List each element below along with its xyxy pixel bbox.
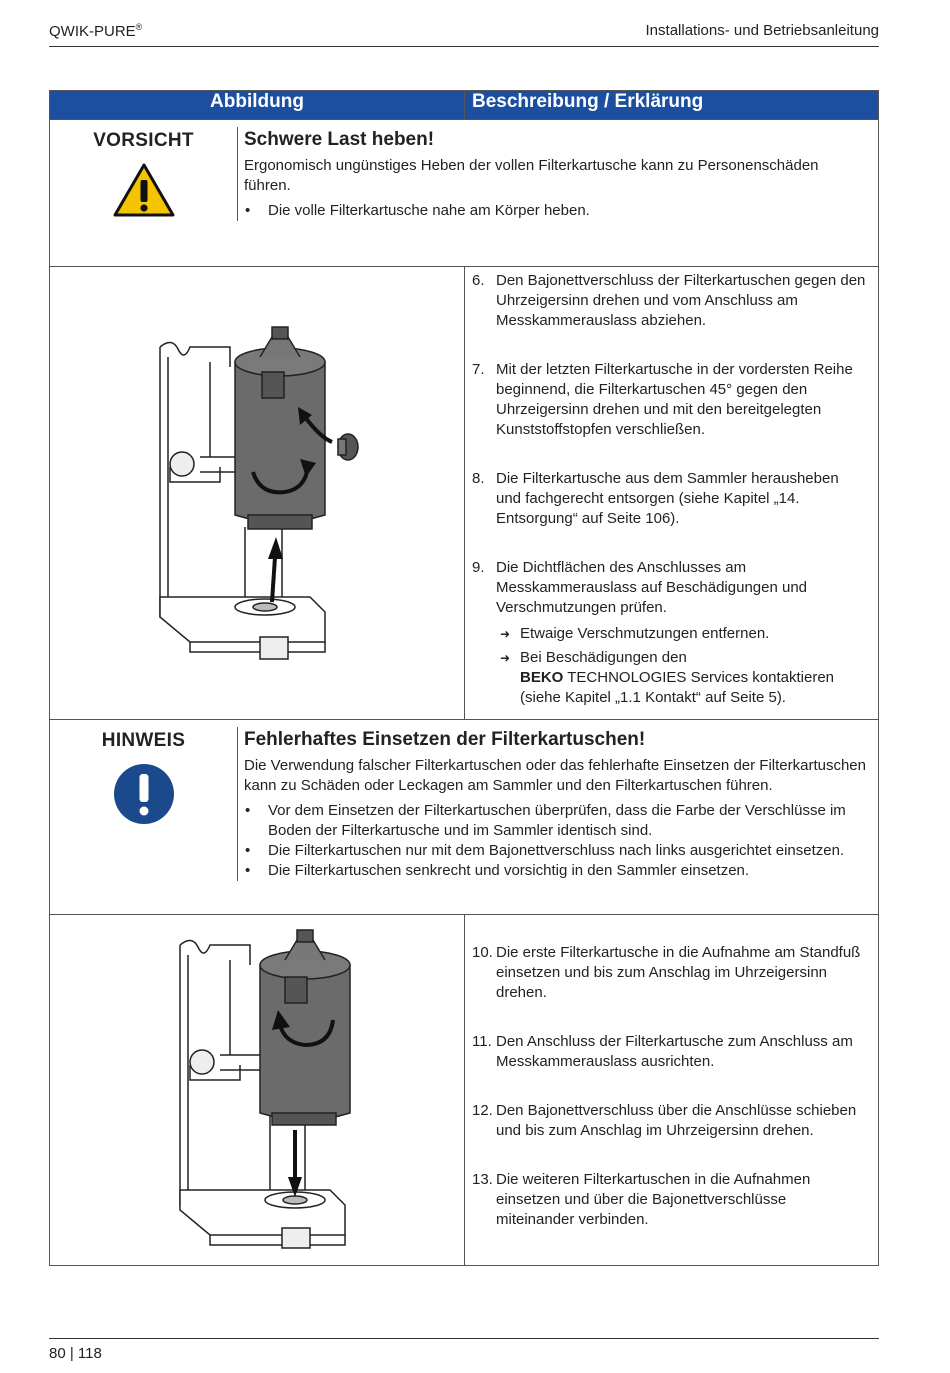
product-name: QWIK-PURE® bbox=[49, 22, 143, 40]
caution-block bbox=[50, 120, 879, 267]
caution-bullet: • Die volle Filterkartusche nahe am Körper heben. bbox=[244, 201, 868, 221]
notice-bullet: • Die Filterkartuschen senkrecht und vorsichtig in den Sammler einsetzen. bbox=[244, 861, 868, 881]
column-header-figure: Abbildung bbox=[50, 91, 465, 120]
cartridge-insertion-illustration bbox=[50, 915, 464, 1261]
step-item: 8. Die Filterkartusche aus dem Sammler herausheben und fachgerecht entsorgen (siehe Kapitel „14. Entsorgung“ auf Seite 106). bbox=[472, 470, 839, 527]
caution-text: Ergonomisch ungünstiges Heben der vollen Filterkartusche kann zu Personenschäden führen. bbox=[244, 157, 819, 194]
notice-signal-word: HINWEIS bbox=[101, 730, 186, 751]
page-number: 80 | 118 bbox=[49, 1345, 102, 1362]
page-header bbox=[49, 20, 879, 47]
caution-title: Schwere Last heben! bbox=[244, 129, 435, 150]
step-item: 6. Den Bajonettverschluss der Filterkartuschen gegen den Uhrzeigersinn drehen und vom Anschluss am Messkammerauslass abziehen. bbox=[472, 272, 866, 329]
instruction-table bbox=[49, 90, 879, 1266]
step-item: 10. Die erste Filterkartusche in die Aufnahme am Standfuß einsetzen und bis zum Anschlag im Uhrzeigersinn drehen. bbox=[472, 944, 861, 1001]
notice-bullet: • Die Filterkartuschen nur mit dem Bajonettverschluss nach links ausgerichtet einsetzen. bbox=[244, 841, 868, 861]
warning-triangle-icon bbox=[112, 162, 176, 218]
step-item: 7. Mit der letzten Filterkartusche in der vordersten Reihe beginnend, die Filterkartuschen 45° gegen den Uhrzeigersinn drehen und mit den bereitgelegten Kunststoffstopfen verschließen. bbox=[472, 361, 853, 438]
figure-remove-cartridge bbox=[50, 267, 465, 720]
column-header-description: Beschreibung / Erklärung bbox=[465, 91, 879, 120]
result-item: ➜ Etwaige Verschmutzungen entfernen. bbox=[496, 624, 866, 644]
figure-insert-cartridge bbox=[50, 915, 465, 1266]
cartridge-removal-illustration bbox=[50, 267, 464, 715]
notice-title: Fehlerhaftes Einsetzen der Filterkartuschen! bbox=[244, 729, 646, 750]
steps-insertion bbox=[465, 915, 879, 1266]
step-item: 12. Den Bajonettverschluss über die Anschlüsse schieben und bis zum Anschlag im Uhrzeigersinn drehen. bbox=[472, 1102, 857, 1139]
result-list bbox=[496, 624, 866, 708]
step-item: 13. Die weiteren Filterkartuschen in die Aufnahmen einsetzen und über die Bajonettverschlüsse miteinander verbinden. bbox=[472, 1171, 811, 1228]
notice-block bbox=[50, 720, 879, 915]
notice-text: Die Verwendung falscher Filterkartuschen oder das fehlerhafte Einsetzen der Filterkartuschen kann zu Schäden oder Leckagen am Sammler und den Filterkartuschen führen. bbox=[244, 757, 866, 794]
notice-bullet: • Vor dem Einsetzen der Filterkartuschen überprüfen, dass die Farbe der Verschlüsse im Boden der Filterkartusche und im Sammler identisch sind. bbox=[244, 801, 868, 841]
result-item: ➜ Bei Beschädigungen den BEKO TECHNOLOGIES Services kontaktieren (siehe Kapitel „1.1 Kontakt“ auf Seite 5). bbox=[496, 648, 866, 708]
document-title: Installations- und Betriebsanleitung bbox=[645, 22, 879, 39]
step-item: 9. Die Dichtflächen des Anschlusses am Messkammerauslass auf Beschädigungen und Verschmutzungen prüfen. ➜ Etwaige Verschmutzungen entfernen. ➜ Bei Beschädigungen den BEKO TECHNOLOGIES Services kontaktieren (siehe Kapitel „1.1 Kontakt“ auf Seite 5). bbox=[472, 558, 866, 708]
step-item: 11. Den Anschluss der Filterkartusche zum Anschluss am Messkammerauslass ausrichten. bbox=[472, 1033, 853, 1070]
caution-signal-word: VORSICHT bbox=[93, 130, 194, 151]
steps-removal bbox=[465, 267, 879, 720]
mandatory-notice-icon bbox=[112, 762, 176, 826]
page-footer bbox=[49, 1338, 879, 1362]
